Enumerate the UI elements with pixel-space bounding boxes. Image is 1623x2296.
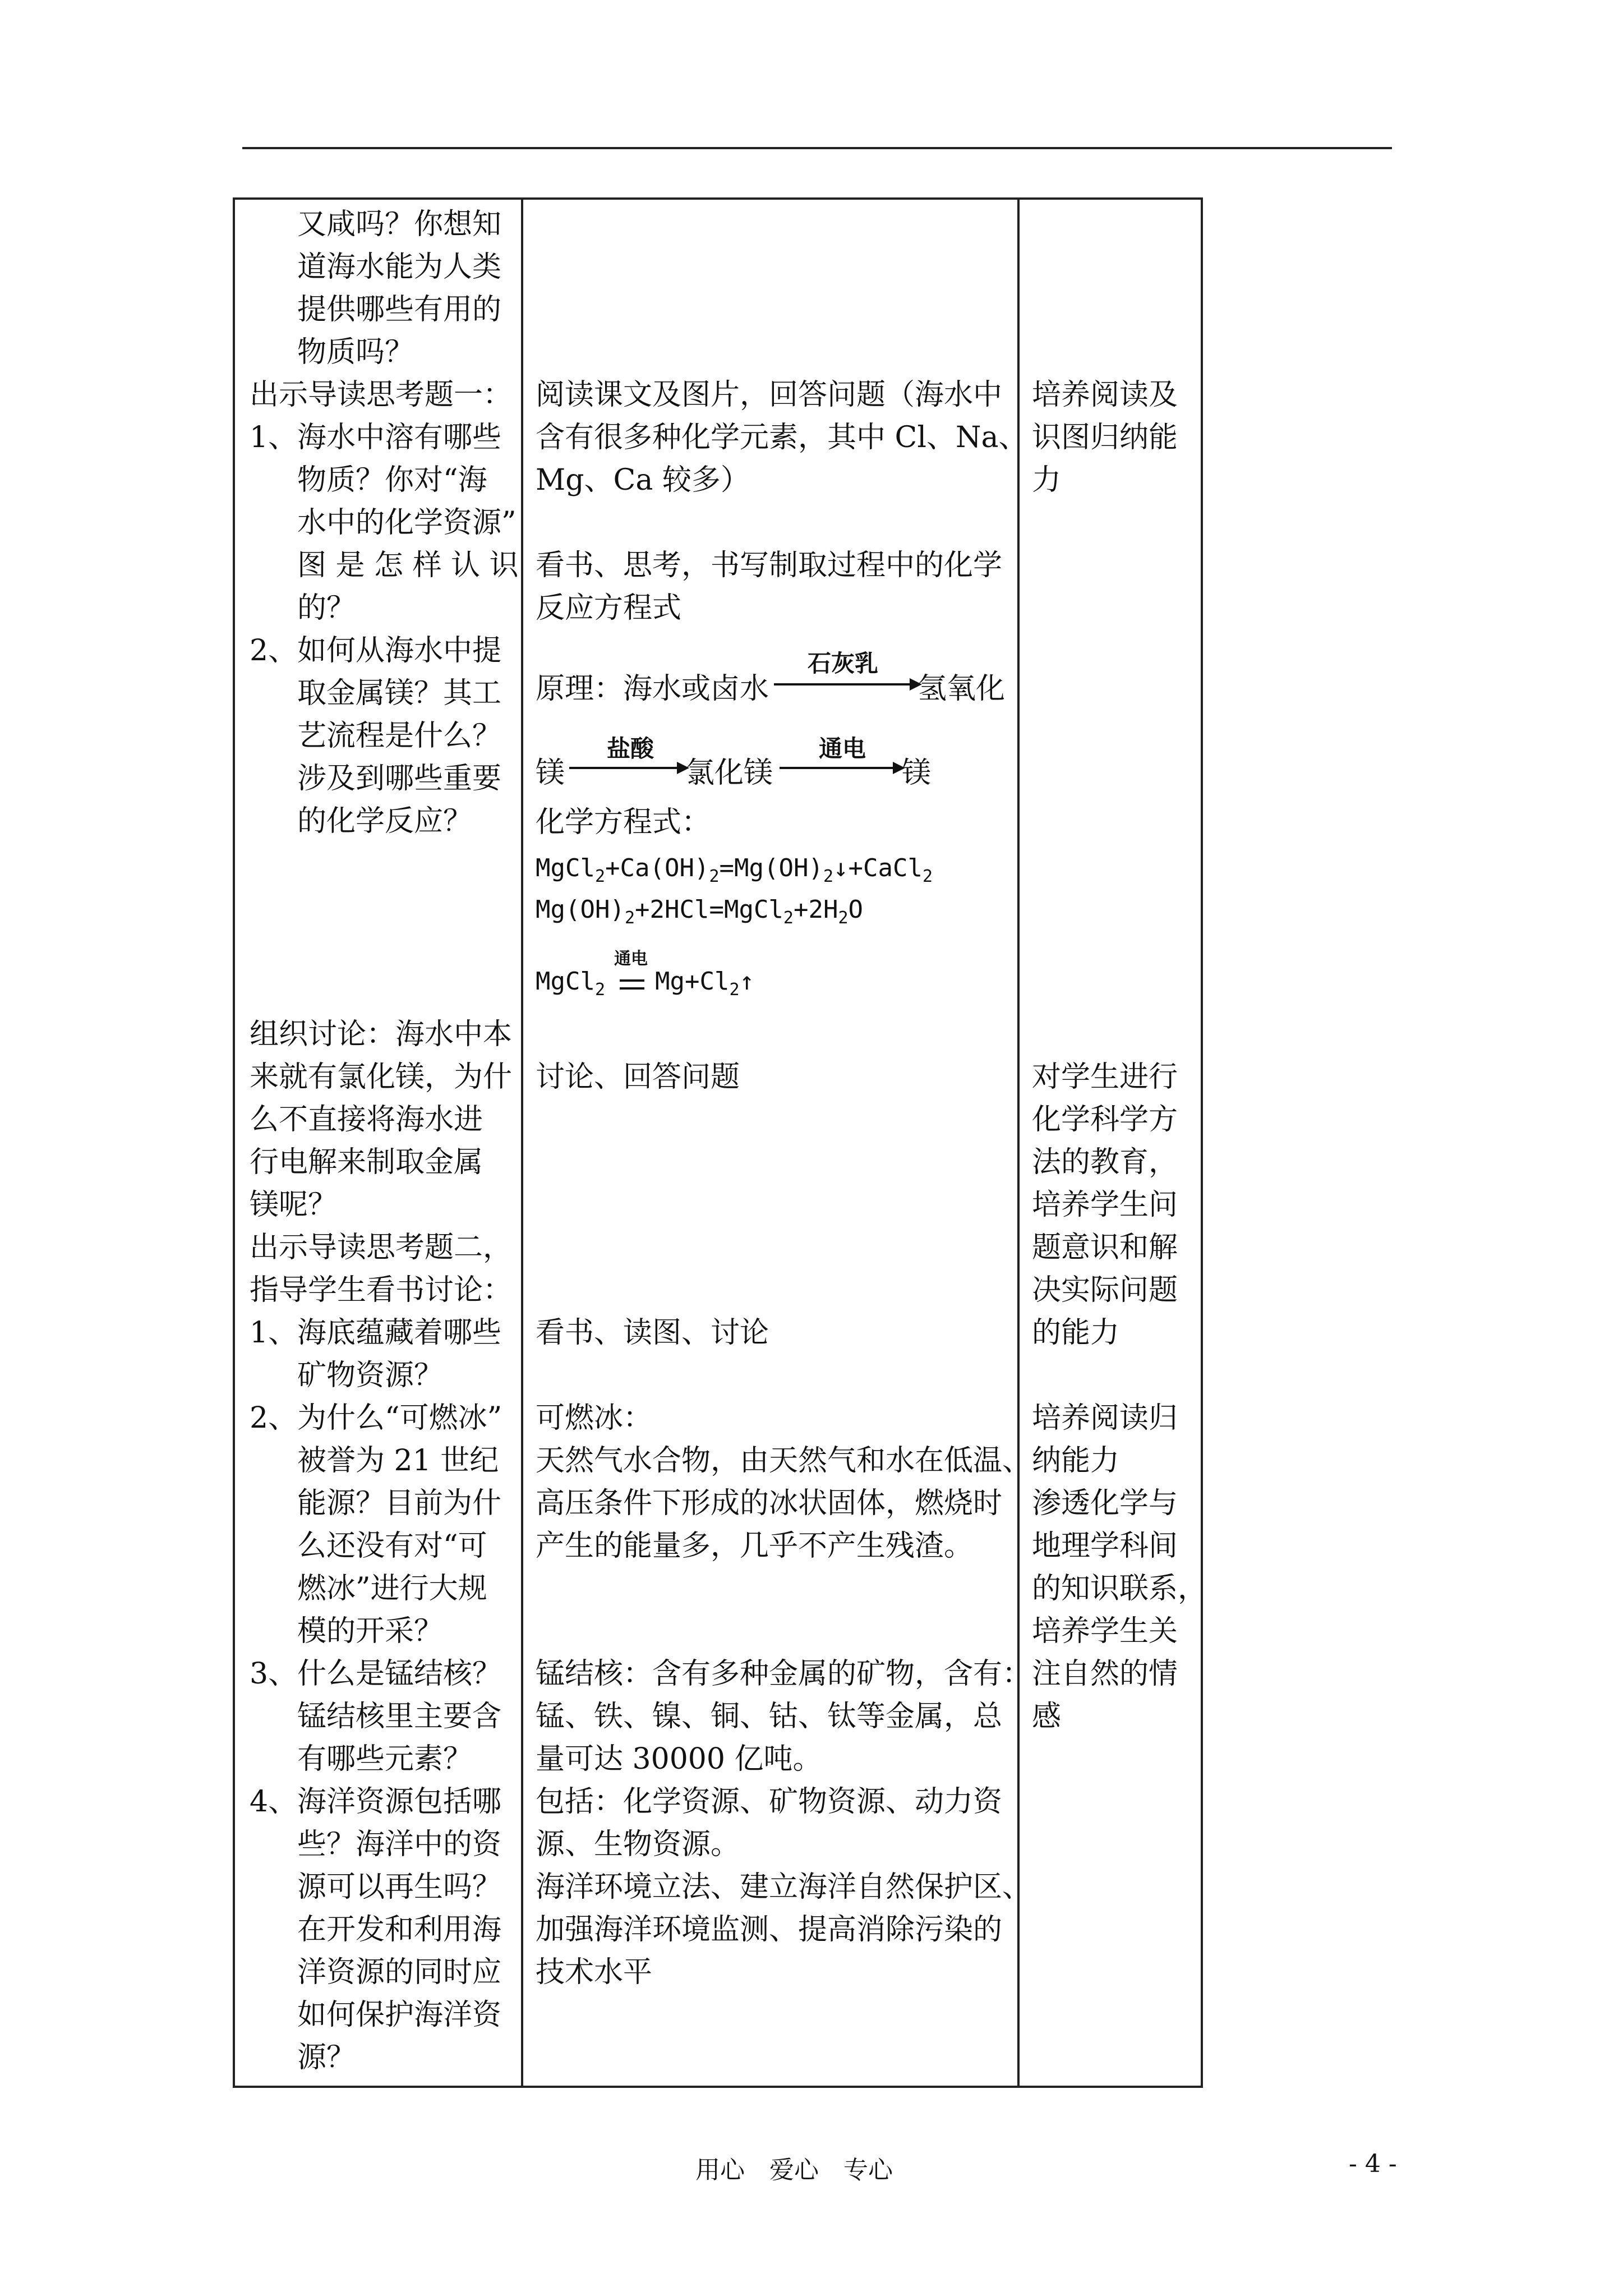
answer-line: 反应方程式 [536,591,682,625]
question-line: 源可以再生吗？ [297,1870,502,1904]
intent-line: 培养阅读归 [1032,1401,1178,1435]
answer-line: 讨论、回答问题 [536,1060,740,1094]
footer-motto: 用心 爱心 专心 [695,2156,893,2184]
equation-2: $Mg(OH)_2+2HCl=MgCl_2+2H_2O$ [536,895,864,928]
header-rule [242,147,1392,149]
answer-line: 含有很多种化学元素，其中 Cl、Na、 [536,421,1028,454]
answer-line: 包括：化学资源、矿物资源、动力资 [536,1785,1003,1819]
question-line: 如何从海水中提 [297,634,502,668]
intro-line: 道海水能为人类 [297,250,502,284]
answer-line: 看书、读图、讨论 [536,1316,769,1350]
flow-product: 氯化镁 [685,756,773,790]
question-line: 在开发和利用海 [297,1913,502,1947]
intro-line: 物质吗？ [297,335,414,369]
question-line: 的化学反应？ [297,804,473,838]
intent-line: 感 [1032,1700,1062,1733]
question-line: 水中的化学资源” [297,506,517,540]
intent-line: 的能力 [1032,1316,1120,1350]
guide2-title: 出示导读思考题二， [250,1231,513,1264]
answer-line: 源、生物资源。 [536,1828,740,1861]
question-line: 的？ [297,591,356,625]
arrow-icon [780,767,902,769]
question-line: 为什么“可燃冰” [297,1401,502,1435]
answer-line: 量可达 30000 亿吨。 [536,1742,822,1776]
question-line: 图 是 怎 样 认 识 [297,549,519,582]
answer-line: 阅读课文及图片，回答问题（海水中 [536,378,1003,412]
question-line: 有哪些元素？ [297,1742,473,1776]
answer-line: 产生的能量多，几乎不产生残渣。 [536,1529,974,1563]
question-line: 被誉为 21 世纪 [297,1444,499,1478]
equation-3-reactant: MgCl$_2$ [536,967,606,1000]
question-number: 2、 [250,1401,298,1435]
intent-line: 对学生进行 [1032,1060,1178,1094]
equation-1: $MgCl_2+Ca(OH)_2=Mg(OH)_2↓+CaCl_2$ [536,854,933,886]
question-line: 矿物资源？ [297,1359,444,1392]
answer-line: 技术水平 [536,1955,653,1989]
discussion-line: 行电解来制取金属 [250,1145,483,1179]
intent-line: 培养学生问 [1032,1188,1178,1222]
question-number: 2、 [250,634,298,668]
intro-line: 提供哪些有用的 [297,293,502,326]
question-line: 海洋资源包括哪 [297,1785,502,1819]
discussion-line: 镁呢？ [250,1188,338,1222]
intent-line: 题意识和解 [1032,1231,1178,1264]
intent-line: 决实际问题 [1032,1273,1178,1307]
ice-title: 可燃冰： [536,1401,653,1435]
question-number: 1、 [250,1316,298,1350]
question-number: 4、 [250,1785,298,1819]
intro-line: 又咸吗？你想知 [297,208,502,241]
guide2-title: 指导学生看书讨论： [250,1273,513,1307]
answer-line: 锰结核：含有多种金属的矿物，含有： [536,1657,1032,1691]
question-line: 什么是锰结核？ [297,1657,502,1691]
answer-line: 加强海洋环境监测、提高消除污染的 [536,1913,1003,1947]
column-divider [521,200,523,2086]
answer-line: 看书、思考，书写制取过程中的化学 [536,549,1003,582]
discussion-line: 组织讨论：海水中本 [250,1018,513,1051]
intent-line: 注自然的情 [1032,1657,1178,1691]
question-line: 取金属镁？其工 [297,677,502,710]
question-line: 洋资源的同时应 [297,1955,502,1989]
arrow-label: 石灰乳 [808,650,879,677]
question-line: 锰结核里主要含 [297,1700,502,1733]
question-line: 么还没有对“可 [297,1529,487,1563]
question-line: 艺流程是什么？ [297,719,502,753]
question-line: 物质？你对“海 [297,463,487,497]
discussion-line: 来就有氯化镁，为什 [250,1060,513,1094]
flow-product: 镁 [902,756,932,790]
question-line: 源？ [297,2041,356,2074]
intent-line: 地理学科间 [1032,1529,1178,1563]
question-line: 些？海洋中的资 [297,1828,502,1861]
question-line: 涉及到哪些重要 [297,762,502,795]
question-number: 3、 [250,1657,298,1691]
intent-line: 法的教育， [1032,1145,1178,1179]
answer-line: 锰、铁、镍、铜、钴、钛等金属，总 [536,1700,1003,1733]
question-line: 如何保护海洋资 [297,1998,502,2032]
question-line: 海底蕴藏着哪些 [297,1316,502,1350]
guide1-title: 出示导读思考题一： [250,378,513,412]
flow-product: 镁 [536,756,565,790]
question-number: 1、 [250,421,298,454]
intent-line: 纳能力 [1032,1444,1120,1478]
intent-line: 培养阅读及 [1032,378,1178,412]
question-line: 模的开采？ [297,1614,444,1648]
intent-line: 培养学生关 [1032,1614,1178,1648]
intent-line: 渗透化学与 [1032,1487,1178,1520]
arrow-label: 盐酸 [607,735,654,762]
question-line: 能源？目前为什 [297,1487,502,1520]
arrow-icon [569,767,686,769]
intent-line: 的知识联系， [1032,1572,1207,1605]
intent-line: 识图归纳能 [1032,421,1178,454]
arrow-icon [774,683,919,685]
discussion-line: 么不直接将海水进 [250,1103,483,1137]
equals-sign [620,979,644,990]
question-line: 海水中溶有哪些 [297,421,502,454]
flow-product: 氢氧化 [917,672,1006,706]
equation-3-product: $Mg+Cl_2↑$ [655,967,755,1000]
equations-label: 化学方程式： [536,806,711,839]
equation-condition: 通电 [614,949,648,969]
answer-line: 高压条件下形成的冰状固体，燃烧时 [536,1487,1003,1520]
intent-line: 力 [1032,463,1062,497]
question-line: 燃冰”进行大规 [297,1572,487,1605]
principle-label: 原理：海水或卤水 [536,672,769,706]
column-divider [1017,200,1020,2086]
arrow-label: 通电 [819,735,866,762]
intent-line: 化学科学方 [1032,1103,1178,1137]
answer-line: 天然气水合物，由天然气和水在低温、 [536,1444,1032,1478]
page-number: - 4 - [1349,2150,1397,2178]
answer-line: 海洋环境立法、建立海洋自然保护区、 [536,1870,1032,1904]
answer-line: Mg、Ca 较多） [536,463,750,497]
